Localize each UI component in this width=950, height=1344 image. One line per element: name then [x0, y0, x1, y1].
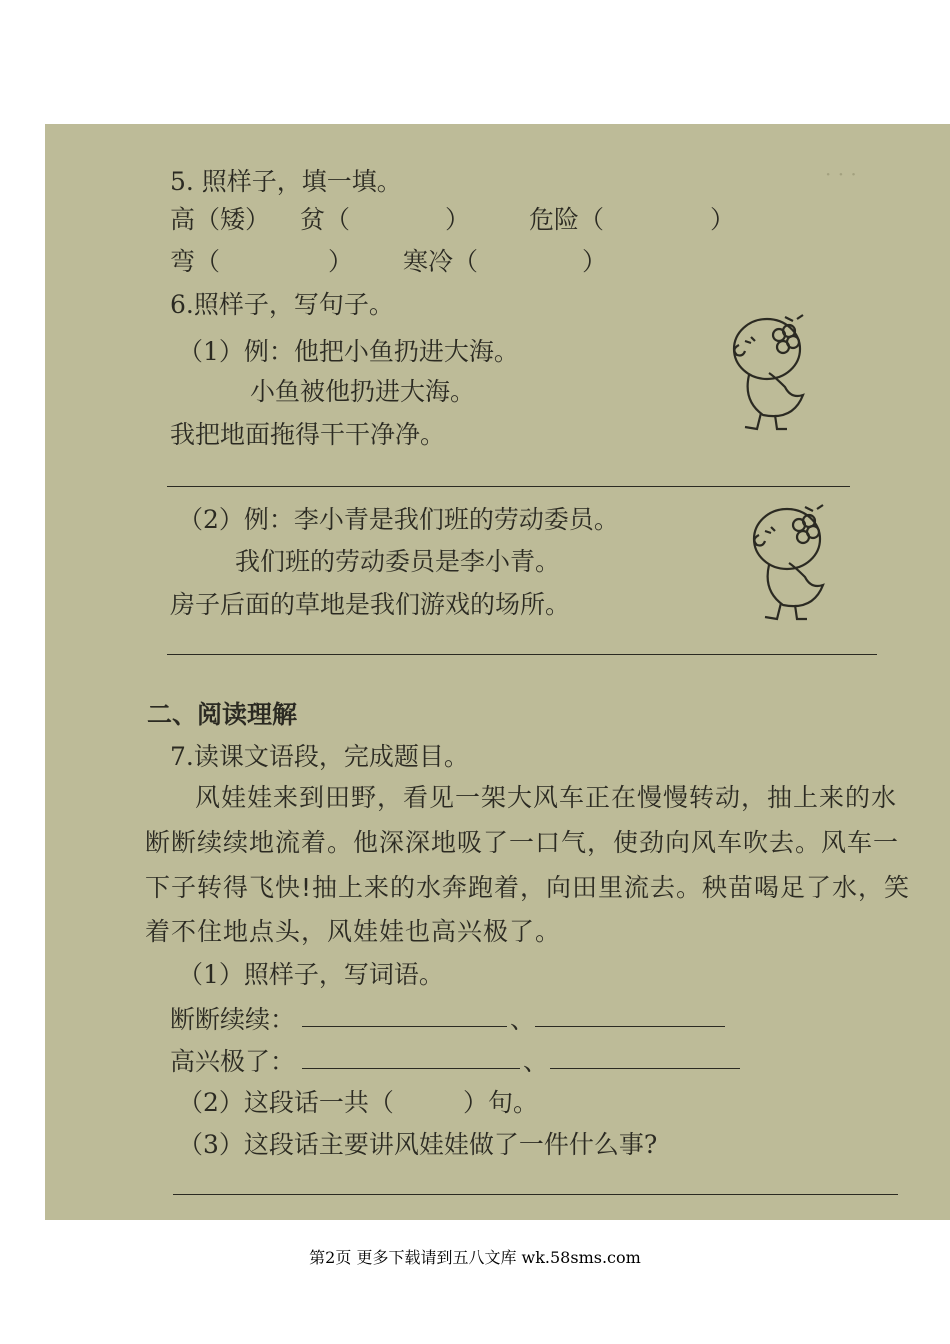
page-footer: 第2页 更多下载请到五八文库 wk.58sms.com — [309, 1248, 641, 1267]
q7-title: 7.读课文语段，完成题目。 — [170, 742, 469, 771]
q6-p2-example: （2）例：李小青是我们班的劳动委员。 — [178, 505, 619, 534]
q6-p2-answer-line — [167, 654, 877, 655]
q5-word-2-close: ） — [710, 205, 736, 234]
q5-example: 高（矮） — [170, 205, 271, 234]
q7-word-1-blank-a — [302, 1026, 507, 1027]
q6-p1-answer-line — [167, 486, 850, 487]
q7-passage-line-4: 着不住地点头，风娃娃也高兴极了。 — [145, 917, 562, 946]
q5-word-2: 危险（ — [529, 205, 605, 234]
q7-word-2-label: 高兴极了： — [170, 1047, 296, 1076]
q5-word-3-close: ） — [328, 247, 354, 276]
worksheet-photo — [45, 124, 950, 1220]
q6-p1-task: 我把地面拖得干干净净。 — [170, 420, 446, 449]
q6-p2-example-answer: 我们班的劳动委员是李小青。 — [235, 547, 561, 576]
q7-word-1-sep: 、 — [510, 1005, 536, 1034]
q5-title: 5. 照样子，填一填。 — [170, 167, 402, 196]
q7-word-1-label: 断断续续： — [170, 1005, 296, 1034]
q5-word-1: 贫（ — [300, 205, 351, 234]
q7-sub-3: （3）这段话主要讲风娃娃做了一件什么事? — [178, 1130, 658, 1159]
q7-passage-line-3: 下子转得飞快!抽上来的水奔跑着，向田里流去。秧苗喝足了水，笑 — [145, 873, 911, 902]
section-2-title: 二、阅读理解 — [147, 700, 298, 729]
chick-illustration-2 — [745, 499, 855, 629]
q7-word-2-sep: 、 — [523, 1047, 549, 1076]
q7-sub-2-end: ）句。 — [463, 1088, 539, 1117]
q7-word-1-blank-b — [535, 1026, 725, 1027]
q6-p1-example: （1）例：他把小鱼扔进大海。 — [178, 337, 519, 366]
bleed-text: · · · — [825, 162, 857, 186]
q5-word-4: 寒冷（ — [403, 247, 479, 276]
q6-p2-task: 房子后面的草地是我们游戏的场所。 — [170, 590, 571, 619]
q7-sub-3-answer-line — [173, 1194, 898, 1195]
q7-word-2-blank-b — [550, 1068, 740, 1069]
q7-sub-1: （1）照样子，写词语。 — [178, 960, 444, 989]
q6-p1-example-answer: 小鱼被他扔进大海。 — [250, 377, 476, 406]
q5-word-3: 弯（ — [170, 247, 221, 276]
q7-word-2-blank-a — [302, 1068, 520, 1069]
q5-word-4-close: ） — [582, 247, 608, 276]
chick-illustration-1 — [725, 309, 835, 439]
q7-sub-2: （2）这段话一共（ — [178, 1088, 394, 1117]
q7-passage-line-1: 风娃娃来到田野，看见一架大风车正在慢慢转动，抽上来的水 — [195, 783, 898, 812]
q6-title: 6.照样子，写句子。 — [170, 290, 394, 319]
q7-passage-line-2: 断断续续地流着。他深深地吸了一口气，使劲向风车吹去。风车一 — [145, 828, 900, 857]
q5-word-1-close: ） — [445, 205, 471, 234]
